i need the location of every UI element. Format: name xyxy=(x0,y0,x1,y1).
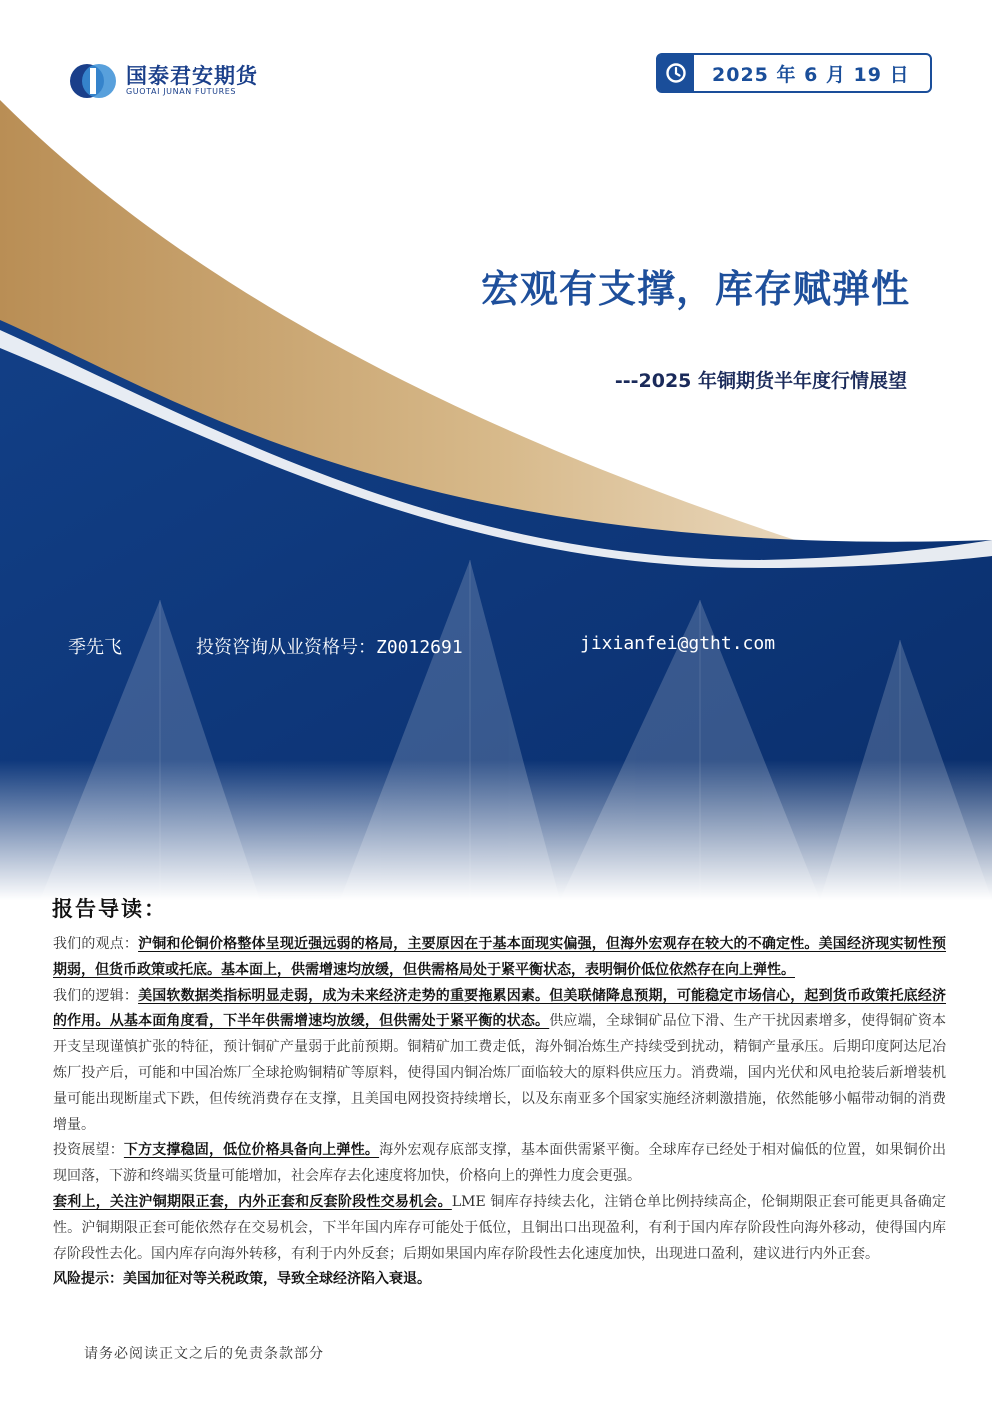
view-label: 我们的观点： xyxy=(53,936,139,952)
author-license: 投资咨询从业资格号：Z0012691 xyxy=(196,637,463,658)
logic-label: 我们的逻辑： xyxy=(53,987,139,1004)
logo-chinese-name: 国泰君安期货 xyxy=(126,64,258,88)
company-logo xyxy=(68,62,258,100)
view-text: 沪铜和伦铜价格整体呈现近强远弱的格局，主要原因在于基本面现实偏强，但海外宏观存在较大的不确定性。美国经济现实韧性预期弱，但货币政策或托底。基本面上，供需增速均放缓，但供需格局处于紧平衡状态，表明铜价低位依然存在向上弹性。 xyxy=(53,936,947,978)
logic-bold-text: 美国软数据类指标明显走弱，成为未来经济走势的重要拖累因素。但美联储降息预期，可能稳定市场信心，起到货币政策托底经济的作用。从基本面角度看，下半年供需增速均放缓，但供需处于紧平衡的状态。 xyxy=(53,987,947,1030)
report-title: 宏观有支撑，库存赋弹性 xyxy=(480,267,910,311)
risk-text: 美国加征对等关税政策，导致全球经济陷入衰退。 xyxy=(123,1271,431,1288)
arbitrage-bold-text: 套利上，关注沪铜期限正套，内外正套和反套阶段性交易机会。 xyxy=(53,1193,452,1210)
report-subtitle: ---2025 年铜期货半年度行情展望 xyxy=(614,370,907,392)
intro-view-paragraph xyxy=(53,932,946,984)
intro-risk-paragraph xyxy=(53,1267,946,1293)
intro-arbitrage-paragraph xyxy=(53,1190,946,1267)
risk-label: 风险提示： xyxy=(53,1271,123,1288)
logo-mark-icon xyxy=(68,62,118,100)
disclaimer-note: 请务必阅读正文之后的免责条款部分 xyxy=(84,1346,324,1362)
report-date-badge xyxy=(656,53,932,93)
clock-icon xyxy=(658,55,694,91)
intro-outlook-paragraph xyxy=(53,1138,946,1190)
logo-english-name: GUOTAI JUNAN FUTURES xyxy=(126,87,237,96)
outlook-label: 投资展望： xyxy=(53,1142,124,1159)
arbitrage-text: LME 铜库存持续去化，注销仓单比例持续高企，伦铜期限正套可能更具备确定性。沪铜期限正套可能依然存在交易机会，下半年国内库存可能处于低位，且铜出口出现盈利，有利于国内库存阶段性向海外移动，使得国内库存阶段性去化。国内库存向海外转移，有利于内外反套；后期如果国内库存阶段性去化速度加快，出现进口盈利，建议进行内外正套。 xyxy=(53,1193,946,1262)
author-email[interactable]: jixianfei@gtht.com xyxy=(580,633,776,654)
logic-text: 供应端，全球铜矿品位下滑、生产干扰因素增多，使得铜矿资本开支呈现谨慎扩张的特征，预计铜矿产量弱于此前预期。铜精矿加工费走低，海外铜冶炼生产持续受到扰动，精铜产量承压。后期印度阿达尼冶炼厂投产后，可能和中国冶炼厂全球抢购铜精矿等原料，使得国内铜冶炼厂面临较大的原料供应压力。消费端，国内光伏和风电抢装后新增装机量可能出现断崖式下跌，但传统消费存在支撑，且美国电网投资持续增长，以及东南亚多个国家实施经济刺激措施，依然能够小幅带动铜的消费增量。 xyxy=(53,1013,947,1133)
report-date: 2025 年 6 月 19 日 xyxy=(712,63,910,86)
author-name: 季先飞 xyxy=(68,637,122,658)
intro-logic-paragraph xyxy=(53,984,946,1139)
outlook-bold-text: 下方支撑稳固，低位价格具备向上弹性。 xyxy=(123,1142,380,1159)
intro-heading: 报告导读： xyxy=(52,896,167,921)
outlook-text: 海外宏观存底部支撑，基本面供需紧平衡。全球库存已经处于相对偏低的位置，如果铜价出现回落，下游和终端买货量可能增加，社会库存去化速度将加快，价格向上的弹性力度会更强。 xyxy=(53,1142,947,1185)
intro-content xyxy=(53,932,946,1293)
